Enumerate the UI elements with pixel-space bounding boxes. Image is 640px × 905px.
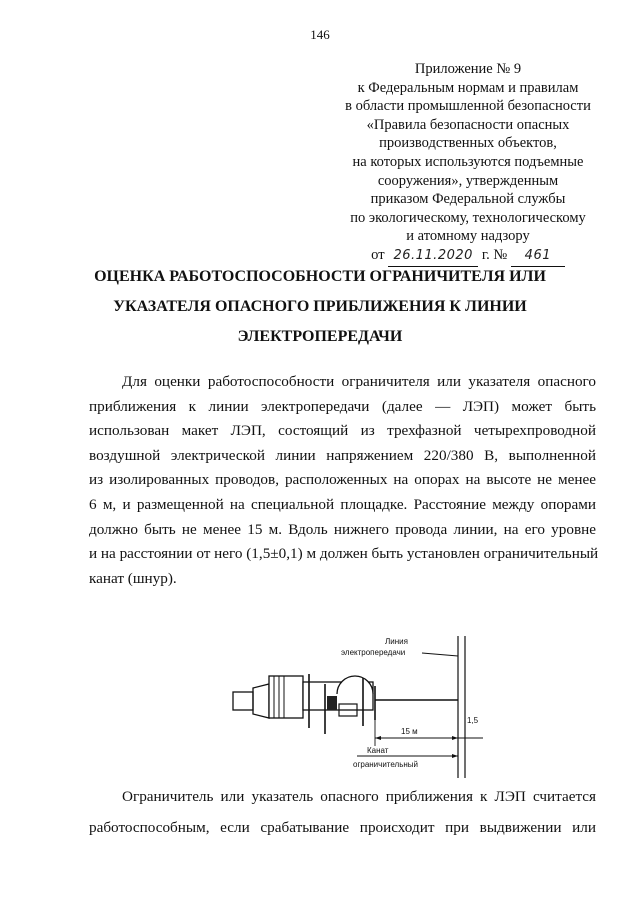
label-power-line-2: электропередачи [341,648,406,657]
appendix-line: Приложение № 9 [414,61,522,77]
appendix-line: производственных объектов, [379,135,557,152]
paragraph-line: 6 м, и размещенной на специальной площадке. Расстояние между опорами [89,495,596,513]
label-rope-2: ограничительный [353,760,419,769]
paragraph-1 [89,370,599,591]
appendix-line: к Федеральным нормам и правилам [357,79,579,96]
title-line: ЭЛЕКТРОПЕРЕДАЧИ [237,328,403,345]
test-setup-figure [225,628,505,778]
dimension-1-5-label: 1,5 [467,716,479,725]
title-line: ОЦЕНКА РАБОТОСПОСОБНОСТИ ОГРАНИЧИТЕЛЯ ИЛИ [94,268,546,285]
appendix-line: «Правила безопасности опасных [366,116,570,133]
paragraph-line: должно быть не менее 15 м. Вдоль нижнего провода линии, на его уровне [89,520,596,538]
paragraph-line: и на расстоянии от него (1,5±0,1) м должен быть установлен ограничительный [89,545,599,563]
crane-body [233,674,375,734]
dimension-15m-label: 15 м [401,727,418,736]
appendix-line: в области промышленной безопасности [345,98,591,115]
label-power-line-1: Линия [385,637,408,646]
paragraph-line: приближения к линии электропередачи (далее — ЛЭП) может быть [89,397,596,415]
paragraph-line: Ограничитель или указатель опасного приближения к ЛЭП считается [122,788,596,805]
label-rope-1: Канат [367,746,389,755]
paragraph-line: воздушной электрической линии напряжением 220/380 В, выполненной [89,446,596,464]
title-line: УКАЗАТЕЛЯ ОПАСНОГО ПРИБЛИЖЕНИЯ К ЛИНИИ [113,298,527,315]
paragraph-line: работоспособным, если срабатывание происходит при выдвижении или [89,819,596,836]
paragraph-2 [89,781,596,843]
test-setup-drawing [225,628,505,778]
appendix-line: на которых используются подъемные [352,153,584,170]
appendix-line: и атомному надзору [406,228,530,245]
page-number: 146 [310,27,330,42]
appendix-header [318,60,618,267]
appendix-line: сооружения», утвержденным [377,172,559,189]
paragraph-line: Для оценки работоспособности ограничителя или указателя опасного [122,373,596,390]
appendix-line: приказом Федеральной службы [370,191,566,208]
paragraph-line: канат (шнур). [89,569,177,587]
order-number: 461 [511,247,565,267]
label-leader-power-line [422,653,458,656]
document-title [90,262,550,352]
appendix-line: по экологическому, технологическому [350,209,586,226]
paragraph-line: из изолированных проводов, расположенных на опорах на высоте не менее [89,471,596,489]
order-date: 26.11.2020 [388,247,478,267]
from-label: от [371,246,385,263]
paragraph-line: использован макет ЛЭП, состоящий из трехфазной четырехпроводной [89,422,596,440]
year-number-label: г. № [481,246,508,263]
